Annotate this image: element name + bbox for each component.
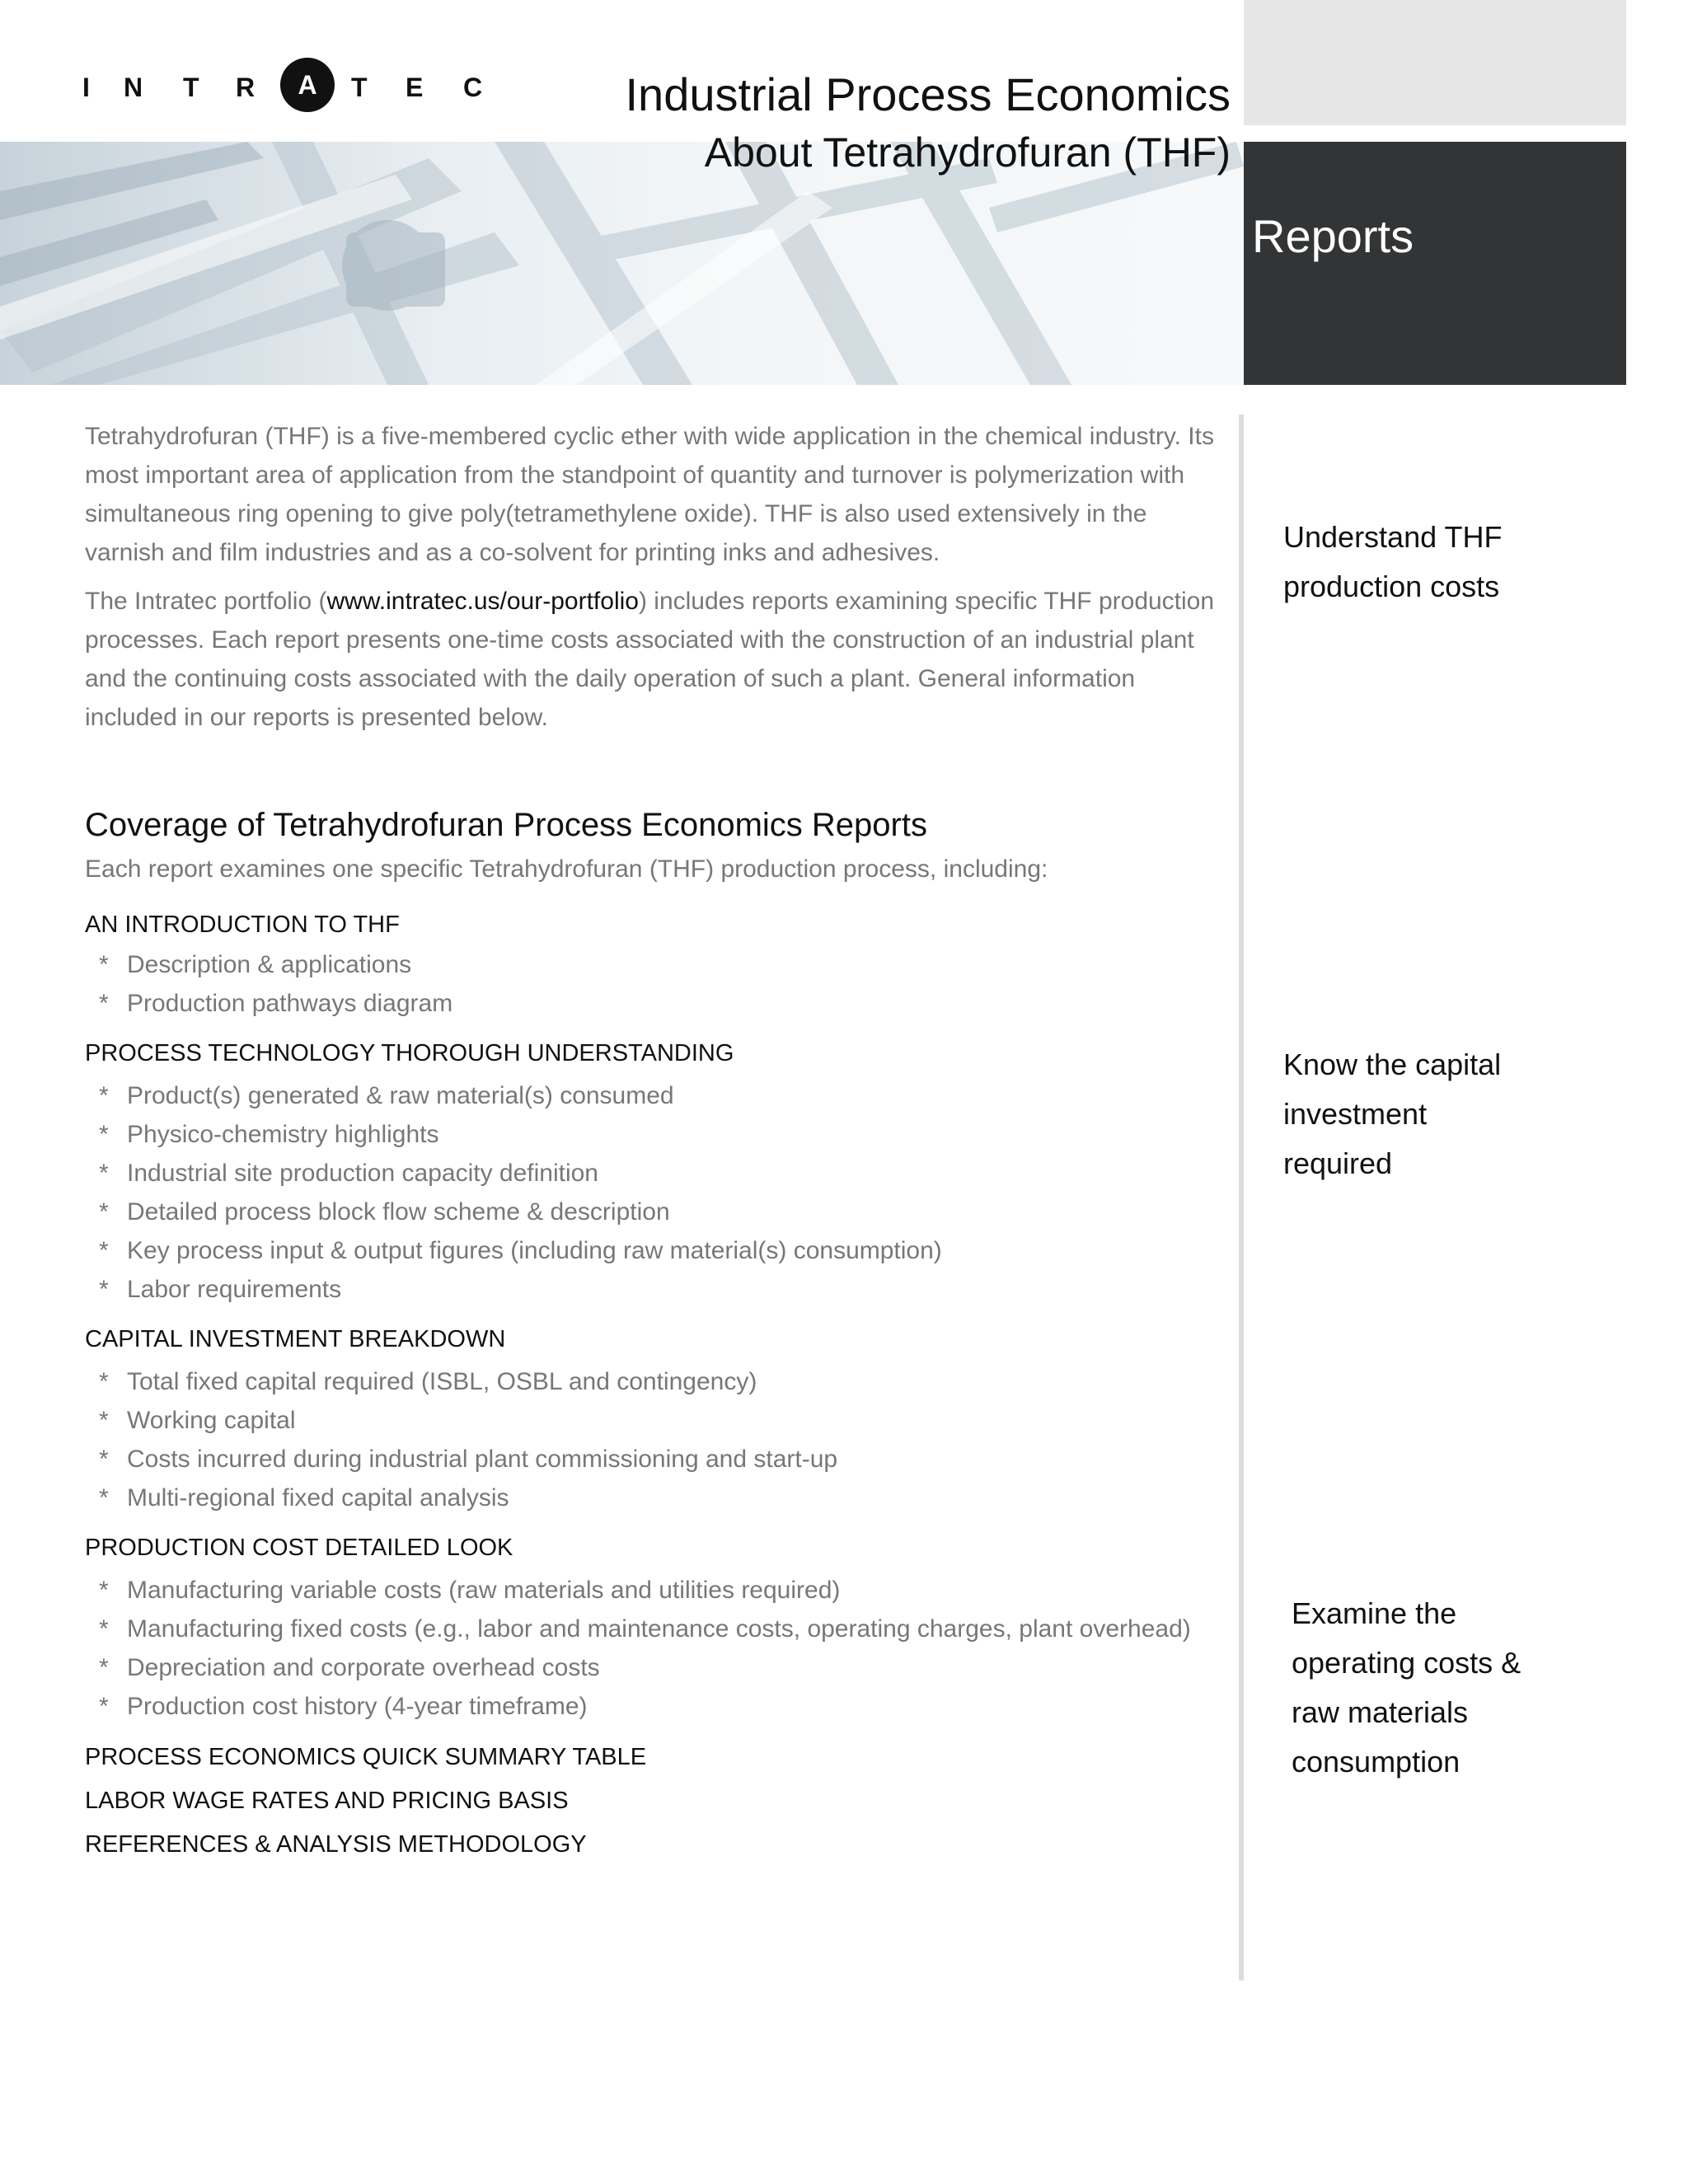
list-item: * Working capital (99, 1407, 296, 1434)
bullet-list (99, 1076, 942, 1309)
list-item: * Industrial site production capacity definition (99, 1160, 598, 1187)
bullet-list (99, 1362, 837, 1517)
section-heading: AN INTRODUCTION TO THF (85, 912, 400, 938)
coverage-subtitle: Each report examines one specific Tetrahydrofuran (THF) production process, including: (85, 855, 1048, 883)
logo-letter: C (463, 73, 483, 102)
portfolio-link[interactable]: www.intratec.us/our-portfolio (326, 588, 639, 615)
section-heading: CAPITAL INVESTMENT BREAKDOWN (85, 1326, 506, 1352)
callout-production-costs (1283, 513, 1502, 612)
section-heading: PROCESS ECONOMICS QUICK SUMMARY TABLE (85, 1744, 647, 1770)
bullet-list (99, 1571, 1191, 1726)
list-item: * Detailed process block flow scheme & description (99, 1198, 670, 1226)
callout-line: investment (1283, 1097, 1428, 1131)
list-item: * Description & applications (99, 951, 412, 978)
section-heading: LABOR WAGE RATES AND PRICING BASIS (85, 1788, 569, 1814)
banner-subtitle: About Tetrahydrofuran (THF) (704, 129, 1231, 176)
section-heading: PROCESS TECHNOLOGY THOROUGH UNDERSTANDING (85, 1040, 734, 1066)
list-item: * Multi-regional fixed capital analysis (99, 1484, 509, 1511)
list-item: * Total fixed capital required (ISBL, OSBL and contingency) (99, 1368, 757, 1395)
list-item: * Labor requirements (99, 1276, 342, 1303)
logo-letter: T (183, 73, 199, 102)
portfolio-paragraph (85, 582, 1231, 732)
list-item: * Production pathways diagram (99, 990, 453, 1017)
list-item: * Manufacturing fixed costs (e.g., labor and maintenance costs, operating charges, plant overhead) (99, 1615, 1191, 1643)
banner-title-continued: Reports (1252, 210, 1414, 262)
callout-line: production costs (1283, 569, 1500, 603)
callout-line: Examine the (1292, 1596, 1457, 1630)
callout-line: Understand THF (1283, 520, 1503, 554)
list-item: * Costs incurred during industrial plant commissioning and start-up (99, 1446, 838, 1473)
banner-title: Industrial Process Economics (625, 68, 1231, 120)
list-item: * Production cost history (4-year timeframe) (99, 1693, 588, 1720)
list-item: * Product(s) generated & raw material(s) consumed (99, 1082, 674, 1109)
list-item: * Depreciation and corporate overhead costs (99, 1654, 600, 1681)
logo-letter: I (82, 73, 90, 102)
callout-line: required (1283, 1146, 1393, 1180)
intro-paragraph: Tetrahydrofuran (THF) is a five-membered cyclic ether with wide application in the chemical industry. Its most important area of application from the standpoint of quantity and turnover is polymerization with simultaneous ring opening to give poly(tetramethylene oxide). THF is also used extensively in the varnish and film industries and as a co-solvent for printing inks and adhesives. (85, 423, 1214, 566)
callout-capital-investment (1283, 1040, 1501, 1188)
callout-line: raw materials (1292, 1695, 1469, 1729)
logo-letter: E (406, 73, 424, 102)
header-gray-panel (1244, 0, 1626, 125)
callout-operating-costs (1292, 1589, 1521, 1787)
callout-line: consumption (1292, 1745, 1461, 1779)
logo-letter: R (236, 73, 256, 102)
vertical-divider (1239, 415, 1244, 1980)
coverage-title: Coverage of Tetrahydrofuran Process Economics Reports (85, 807, 927, 843)
portfolio-text: The Intratec portfolio ( (85, 588, 327, 615)
bullet-list (99, 945, 452, 1023)
list-item: * Key process input & output figures (including raw material(s) consumption) (99, 1237, 942, 1264)
portfolio-text: ) includes reports examining specific THF production processes. Each report presents one-time costs associated with the construction of an industrial plant and the continuing costs associated with the daily operation of such a plant. General information included in our reports is presented below. (85, 588, 1215, 731)
list-item: * Manufacturing variable costs (raw materials and utilities required) (99, 1577, 841, 1604)
callout-line: operating costs & (1292, 1646, 1522, 1680)
logo-letter: T (351, 73, 368, 102)
logo-letter: A (298, 70, 317, 100)
logo-letter: N (124, 73, 143, 102)
section-heading: PRODUCTION COST DETAILED LOOK (85, 1535, 513, 1561)
section-heading: REFERENCES & ANALYSIS METHODOLOGY (85, 1831, 587, 1858)
callout-line: Know the capital (1283, 1047, 1502, 1081)
list-item: * Physico-chemistry highlights (99, 1121, 439, 1148)
